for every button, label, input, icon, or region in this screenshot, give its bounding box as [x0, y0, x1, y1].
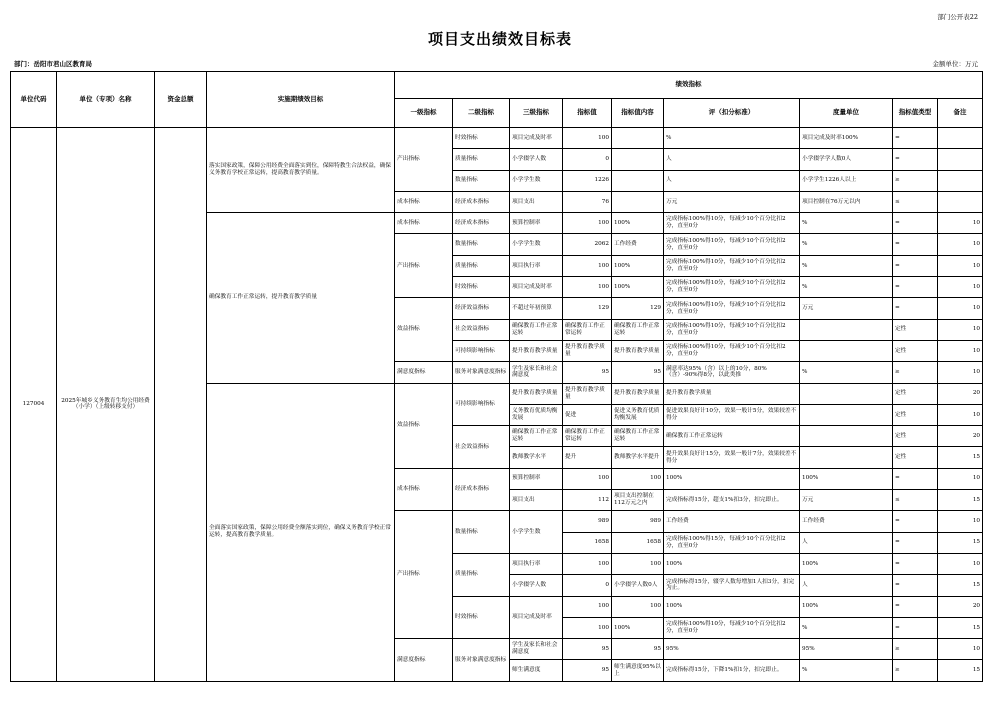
remark-cell [938, 170, 983, 191]
header-perf-indicators: 绩效指标 [395, 72, 983, 99]
type-cell: = [893, 511, 938, 532]
goal-1: 落实国家政策，保障公用经费全面落实到位，保障特教生合法权益，确保义务教育学校正常运转，提高教育教学质量。 [207, 128, 395, 213]
value-cell: 促进 [563, 404, 612, 425]
type-cell: ≥ [893, 660, 938, 681]
measure-cell: 工作经费 [800, 511, 893, 532]
l2-cell: 服务对象满意度指标 [453, 639, 510, 682]
l1-cell: 成本指标 [395, 213, 453, 234]
remark-cell: 10 [938, 404, 983, 425]
header-level1: 一级指标 [395, 99, 453, 128]
value-cell: 100 [563, 553, 612, 574]
l1-cell: 产出指标 [395, 511, 453, 639]
l3-cell: 项目支出 [510, 191, 563, 212]
measure-cell: 项目完成及时率100% [800, 128, 893, 149]
scoring-cell: 100% [664, 553, 800, 574]
value-content-cell: 确保教育工作正常运转 [612, 426, 664, 447]
l1-cell: 满意度指标 [395, 362, 453, 383]
l3-cell: 提升教育教学质量 [510, 340, 563, 361]
scoring-cell: 100% [664, 596, 800, 617]
header-value-content: 指标值内容 [612, 99, 664, 128]
type-cell: = [893, 255, 938, 276]
goal-2: 确保教育工作正常运转，提升教育教学质量 [207, 213, 395, 383]
header-unit-name: 单位（专项）名称 [57, 72, 155, 128]
remark-cell: 15 [938, 447, 983, 468]
measure-cell: 100% [800, 468, 893, 489]
goal-3: 全面落实国家政策，保障公用经费全额落实到位，确保义务教育学校正常运转，提高教育教学质量。 [207, 383, 395, 681]
value-content-cell: 100 [612, 553, 664, 574]
measure-cell: % [800, 234, 893, 255]
scoring-cell: 100% [664, 468, 800, 489]
scoring-cell: 完成指标100%得10分，每减少10个百分比扣2分，直至0分 [664, 340, 800, 361]
header-measure-unit: 度量单位 [800, 99, 893, 128]
value-cell: 100 [563, 596, 612, 617]
scoring-cell: % [664, 128, 800, 149]
value-cell: 989 [563, 511, 612, 532]
measure-cell [800, 383, 893, 404]
value-content-cell [612, 170, 664, 191]
value-content-cell: 100 [612, 596, 664, 617]
value-content-cell: 100% [612, 617, 664, 638]
scoring-cell: 完成指标100%得15分，每减少10个百分比扣2分，直至0分 [664, 532, 800, 553]
value-content-cell: 教师教学水平提升 [612, 447, 664, 468]
performance-table [10, 71, 983, 682]
value-cell: 95 [563, 639, 612, 660]
value-cell: 95 [563, 660, 612, 681]
value-content-cell [612, 191, 664, 212]
value-cell: 95 [563, 362, 612, 383]
scoring-cell: 完成指标100%得10分，每减少10个百分比扣2分，直至0分 [664, 234, 800, 255]
l1-cell: 产出指标 [395, 234, 453, 298]
l2-cell: 数量指标 [453, 170, 510, 191]
page-title: 项目支出绩效目标表 [427, 30, 572, 48]
value-content-cell: 95 [612, 362, 664, 383]
l2-cell: 质量指标 [453, 149, 510, 170]
form-number: 部门公开表22 [937, 13, 978, 21]
l1-cell: 产出指标 [395, 128, 453, 192]
scoring-cell: 确保教育工作正常运转 [664, 426, 800, 447]
header-value: 指标值 [563, 99, 612, 128]
remark-cell: 15 [938, 490, 983, 511]
total-funds-cell [155, 128, 207, 682]
header-level3: 三级指标 [510, 99, 563, 128]
value-content-cell: 989 [612, 511, 664, 532]
type-cell: 定性 [893, 319, 938, 340]
measure-cell [800, 404, 893, 425]
l1-cell: 满意度指标 [395, 639, 453, 682]
l1-cell: 成本指标 [395, 468, 453, 511]
l3-cell: 项目执行率 [510, 255, 563, 276]
measure-cell: % [800, 213, 893, 234]
type-cell: ≥ [893, 639, 938, 660]
remark-cell: 20 [938, 426, 983, 447]
type-cell: = [893, 575, 938, 596]
remark-cell: 10 [938, 277, 983, 298]
scoring-cell: 提升效果良好计15分，效果一般计7分，效果较差不得分 [664, 447, 800, 468]
scoring-cell: 完成指标100%得10分，每减少10个百分比扣2分，直至0分 [664, 277, 800, 298]
scoring-cell: 提升教育教学质量 [664, 383, 800, 404]
l3-cell: 项目完成及时率 [510, 596, 563, 639]
l2-cell: 社会效益指标 [453, 319, 510, 340]
type-cell: 定性 [893, 383, 938, 404]
header-unit-code: 单位代码 [11, 72, 57, 128]
l3-cell: 小学辍学人数 [510, 575, 563, 596]
l2-cell: 时效指标 [453, 596, 510, 639]
header-impl-goal: 实施期绩效目标 [207, 72, 395, 128]
type-cell: 定性 [893, 340, 938, 361]
l3-cell: 学生及家长和社会满意度 [510, 362, 563, 383]
scoring-cell: 完成指标100%得10分，每减少10个百分比扣2分，直至0分 [664, 298, 800, 319]
remark-cell: 10 [938, 468, 983, 489]
l2-cell: 经济成本指标 [453, 468, 510, 511]
value-cell: 提升 [563, 447, 612, 468]
remark-cell: 10 [938, 319, 983, 340]
type-cell: = [893, 128, 938, 149]
header-scoring: 评（扣分标准） [664, 99, 800, 128]
remark-cell: 10 [938, 362, 983, 383]
value-cell: 提升教育教学质量 [563, 340, 612, 361]
measure-cell: % [800, 617, 893, 638]
l2-cell: 时效指标 [453, 277, 510, 298]
measure-cell: 人 [800, 532, 893, 553]
measure-cell: 项目控制在76万元以内 [800, 191, 893, 212]
value-cell: 100 [563, 255, 612, 276]
l3-cell: 项目完成及时率 [510, 128, 563, 149]
type-cell: = [893, 553, 938, 574]
value-content-cell: 1658 [612, 532, 664, 553]
value-cell: 129 [563, 298, 612, 319]
measure-cell [800, 340, 893, 361]
remark-cell: 10 [938, 340, 983, 361]
measure-cell [800, 426, 893, 447]
type-cell: ≥ [893, 170, 938, 191]
remark-cell [938, 191, 983, 212]
measure-cell: 万元 [800, 490, 893, 511]
measure-cell [800, 319, 893, 340]
value-content-cell: 师生满意度95%以上 [612, 660, 664, 681]
header-remark: 备注 [938, 99, 983, 128]
value-content-cell: 提升教育教学质量 [612, 383, 664, 404]
value-cell: 提升教育教学质量 [563, 383, 612, 404]
amount-unit-label: 金额单位：万元 [932, 60, 978, 68]
value-content-cell: 129 [612, 298, 664, 319]
type-cell: = [893, 149, 938, 170]
value-content-cell: 100% [612, 277, 664, 298]
value-content-cell [612, 149, 664, 170]
l3-cell: 学生及家长和社会满意度 [510, 639, 563, 660]
scoring-cell: 满意率达95%（含）以上的10分，80%（含）-90%得8分，以此类推 [664, 362, 800, 383]
type-cell: = [893, 234, 938, 255]
type-cell: = [893, 277, 938, 298]
remark-cell: 15 [938, 575, 983, 596]
value-cell: 0 [563, 149, 612, 170]
remark-cell: 10 [938, 255, 983, 276]
type-cell: ≥ [893, 362, 938, 383]
measure-cell: 100% [800, 553, 893, 574]
l3-cell: 确保教育工作正常运转 [510, 426, 563, 447]
l3-cell: 教师教学水平 [510, 447, 563, 468]
value-cell: 100 [563, 468, 612, 489]
type-cell: = [893, 617, 938, 638]
value-content-cell [612, 128, 664, 149]
remark-cell: 10 [938, 511, 983, 532]
type-cell: = [893, 596, 938, 617]
measure-cell: 万元 [800, 298, 893, 319]
scoring-cell: 万元 [664, 191, 800, 212]
l2-cell: 经济成本指标 [453, 191, 510, 212]
l2-cell: 可持续影响指标 [453, 340, 510, 361]
type-cell: = [893, 468, 938, 489]
l1-cell: 效益指标 [395, 383, 453, 468]
department-label: 部门：岳阳市君山区教育局 [14, 60, 92, 68]
scoring-cell: 完成指标得15分，超支1%扣3分，扣完即止。 [664, 490, 800, 511]
value-content-cell: 确保教育工作正常运转 [612, 319, 664, 340]
value-cell: 100 [563, 213, 612, 234]
measure-cell: % [800, 277, 893, 298]
l3-cell: 确保教育工作正常运转 [510, 319, 563, 340]
type-cell: = [893, 213, 938, 234]
remark-cell: 15 [938, 660, 983, 681]
l3-cell: 小学学生数 [510, 170, 563, 191]
scoring-cell: 完成指标100%得10分，每减少10个百分比扣2分，直至0分 [664, 617, 800, 638]
value-cell: 0 [563, 575, 612, 596]
value-cell: 76 [563, 191, 612, 212]
header-level2: 二级指标 [453, 99, 510, 128]
type-cell: ≤ [893, 191, 938, 212]
remark-cell: 10 [938, 298, 983, 319]
remark-cell: 10 [938, 234, 983, 255]
l3-cell: 预算控制率 [510, 213, 563, 234]
l3-cell: 师生满意度 [510, 660, 563, 681]
remark-cell: 15 [938, 617, 983, 638]
value-content-cell: 100 [612, 468, 664, 489]
value-cell: 100 [563, 277, 612, 298]
value-content-cell: 工作经费 [612, 234, 664, 255]
l2-cell: 时效指标 [453, 128, 510, 149]
measure-cell: 人 [800, 575, 893, 596]
l3-cell: 小学辍学人数 [510, 149, 563, 170]
l2-cell: 经济效益指标 [453, 298, 510, 319]
l2-cell: 数量指标 [453, 511, 510, 554]
value-content-cell: 100% [612, 213, 664, 234]
remark-cell [938, 149, 983, 170]
header-total-funds: 资金总额 [155, 72, 207, 128]
scoring-cell: 人 [664, 149, 800, 170]
type-cell: ≤ [893, 490, 938, 511]
value-cell: 1658 [563, 532, 612, 553]
type-cell: = [893, 298, 938, 319]
l2-cell: 社会效益指标 [453, 426, 510, 469]
remark-cell: 20 [938, 383, 983, 404]
value-cell: 100 [563, 128, 612, 149]
type-cell: 定性 [893, 426, 938, 447]
remark-cell [938, 128, 983, 149]
l2-cell: 经济成本指标 [453, 213, 510, 234]
value-content-cell: 促进义务教育优质均衡发展 [612, 404, 664, 425]
remark-cell: 10 [938, 553, 983, 574]
measure-cell: 小学学生1226人以上 [800, 170, 893, 191]
value-cell: 100 [563, 617, 612, 638]
unit-code-cell: 127004 [11, 128, 57, 682]
l2-cell: 可持续影响指标 [453, 383, 510, 426]
value-cell: 确保教育工作正常运转 [563, 319, 612, 340]
l3-cell: 小学学生数 [510, 234, 563, 255]
measure-cell: % [800, 362, 893, 383]
l3-cell: 项目执行率 [510, 553, 563, 574]
remark-cell: 10 [938, 213, 983, 234]
scoring-cell: 促进效果良好计10分，效果一般计5分，效果较差不得分 [664, 404, 800, 425]
scoring-cell: 完成指标得15分，下降1%扣1分，扣完即止。 [664, 660, 800, 681]
scoring-cell: 人 [664, 170, 800, 191]
value-cell: 112 [563, 490, 612, 511]
measure-cell: % [800, 255, 893, 276]
l3-cell: 小学学生数 [510, 511, 563, 554]
scoring-cell: 完成指标100%得10分，每减少10个百分比扣2分，直至0分 [664, 319, 800, 340]
value-content-cell: 提升教育教学质量 [612, 340, 664, 361]
remark-cell: 20 [938, 596, 983, 617]
measure-cell [800, 447, 893, 468]
l3-cell: 预算控制率 [510, 468, 563, 489]
l2-cell: 质量指标 [453, 255, 510, 276]
l1-cell: 效益指标 [395, 298, 453, 362]
value-cell: 确保教育工作正常运转 [563, 426, 612, 447]
remark-cell: 10 [938, 639, 983, 660]
value-content-cell: 95 [612, 639, 664, 660]
measure-cell: % [800, 660, 893, 681]
remark-cell: 15 [938, 532, 983, 553]
l3-cell: 项目支出 [510, 490, 563, 511]
l3-cell: 项目完成及时率 [510, 277, 563, 298]
type-cell: 定性 [893, 447, 938, 468]
measure-cell: 小学辍学学人数0人 [800, 149, 893, 170]
measure-cell: 100% [800, 596, 893, 617]
scoring-cell: 工作经费 [664, 511, 800, 532]
header-value-type: 指标值类型 [893, 99, 938, 128]
l2-cell: 服务对象满意度指标 [453, 362, 510, 383]
scoring-cell: 95% [664, 639, 800, 660]
l2-cell: 数量指标 [453, 234, 510, 255]
type-cell: 定性 [893, 404, 938, 425]
value-cell: 1226 [563, 170, 612, 191]
value-content-cell: 项目支出控制在112万元之内 [612, 490, 664, 511]
l2-cell: 质量指标 [453, 553, 510, 596]
l1-cell: 成本指标 [395, 191, 453, 212]
type-cell: = [893, 532, 938, 553]
l3-cell: 提升教育教学质量 [510, 383, 563, 404]
unit-name-cell: 2025年城乡义务教育生均公用经费（小学）（上级转移支付） [57, 128, 155, 682]
l3-cell: 义务教育优质均衡发展 [510, 404, 563, 425]
l3-cell: 不超过年初预算 [510, 298, 563, 319]
measure-cell: 95% [800, 639, 893, 660]
scoring-cell: 完成指标100%得10分，每减少10个百分比扣2分，直至0分 [664, 255, 800, 276]
value-content-cell: 小学辍学人数0人 [612, 575, 664, 596]
value-cell: 2062 [563, 234, 612, 255]
scoring-cell: 完成指标100%得10分，每减少10个百分比扣2分，直至0分 [664, 213, 800, 234]
value-content-cell: 100% [612, 255, 664, 276]
scoring-cell: 完成指标得15分，辍学人数每增加1人扣3分，扣完为止。 [664, 575, 800, 596]
